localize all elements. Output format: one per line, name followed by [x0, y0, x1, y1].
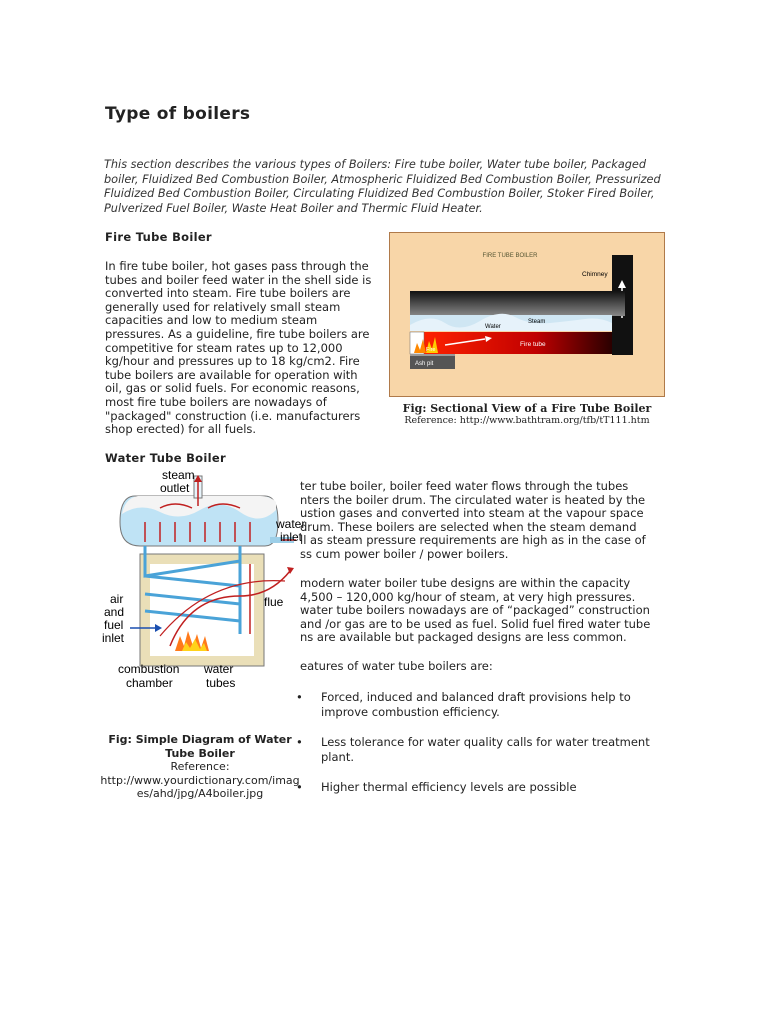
water-tube-features-intro: eatures of water tube boilers are:: [300, 659, 493, 673]
text-line: ns are available but packaged designs are less common.: [300, 631, 627, 645]
text-line: ss cum power boiler / power boilers.: [300, 547, 509, 561]
water-inlet-label-1: water: [276, 517, 306, 531]
water-tube-paragraph-1: [300, 480, 662, 562]
fire-tube-figure-reference: Reference: http://www.bathtram.org/tfb/tT111.htm: [404, 415, 650, 426]
caption-reference-url: http://www.yourdictionary.com/images/ahd/jpg/A4boiler.jpg: [100, 773, 300, 800]
fire-tube-heading: Fire Tube Boiler: [105, 230, 212, 244]
water-tube-heading: Water Tube Boiler: [105, 451, 226, 465]
water-label: Water: [485, 324, 501, 330]
text-line: nters the boiler drum. The circulated water is heated by the: [300, 493, 646, 507]
air-fuel-label-1: air: [110, 592, 124, 606]
air-fuel-label-4: inlet: [102, 631, 125, 645]
fire-label: Fire: [426, 347, 436, 353]
intro-paragraph: This section describes the various types of Boilers: Fire tube boiler, Water tube boiler, Packaged boiler, Fluidized Bed Combustion Boiler, Atmospheric Fluidized Bed Combustion Boiler, Pressurized Fluidized Bed Combustion Boiler, Circulating Fluidized Bed Combustion Boiler, Stoker Fired Boiler, Pulverized Fuel Boiler, Waste Heat Boiler and Thermic Fluid Heater.: [104, 158, 661, 215]
steam-outlet-label-2: outlet: [160, 481, 190, 495]
chimney-label: Chimney: [582, 271, 608, 278]
text-line: modern water boiler tube designs are within the capacity: [300, 577, 631, 590]
fire-tube-paragraph: In fire tube boiler, hot gases pass through the tubes and boiler feed water in the shell side is converted into steam. Fire tube boilers are generally used for relatively small steam capacities and low to medium steam pressures. As a guideline, fire tube boilers are competitive for steam rates up to 12,000 kg/hour and pressures up to 18 kg/cm2. Fire tube boilers are available for operation with oil, gas or solid fuels. For economic reasons, most fire tube boilers are nowadays of "packaged" construction (i.e. manufacturers shop erected) for all fuels.: [105, 259, 372, 437]
air-fuel-label-3: fuel: [104, 618, 124, 632]
fire-tube-figure-caption: Fig: Sectional View of a Fire Tube Boiler: [402, 402, 652, 415]
fire-tube-boiler-figure: [389, 232, 665, 397]
water-tube-figure-caption: [100, 733, 300, 801]
bullet-icon: •: [296, 690, 303, 704]
text-line: and /or gas are to be used as fuel. Solid fuel fired water tube: [300, 617, 651, 631]
fire-tube: [422, 332, 612, 354]
figure-title: FIRE TUBE BOILER: [482, 253, 538, 259]
combustion-chamber-label-2: chamber: [126, 676, 173, 690]
water-tube-paragraph-2: [300, 577, 662, 645]
water-tubes-label-2: tubes: [206, 676, 236, 690]
bullet-icon: •: [296, 780, 303, 794]
water-tube-boiler-figure: [100, 466, 312, 696]
combustion-chamber-label-1: combustion: [118, 662, 180, 676]
text-line: 4,500 – 120,000 kg/hour of steam, at very high pressures.: [300, 590, 636, 604]
text-line: ustion gases and converted into steam at the vapour space: [300, 507, 644, 521]
bullet-icon: •: [296, 735, 303, 749]
ash-pit-label: Ash pit: [415, 361, 434, 367]
steam-label: Steam: [528, 319, 546, 325]
air-fuel-label-2: and: [104, 605, 125, 619]
text-line: ll as steam pressure requirements are high as in the case of: [300, 534, 646, 548]
text-line: water tube boilers nowadays are of “packaged” construction: [300, 604, 650, 618]
caption-title: Fig: Simple Diagram of Water Tube Boiler: [108, 733, 292, 760]
fire-tube-label: Fire tube: [520, 341, 546, 348]
water-tubes-label-1: water: [204, 662, 234, 676]
caption-reference-label: Reference:: [170, 760, 230, 773]
steam-outlet-label-1: steam: [162, 468, 195, 482]
flue-label: flue: [264, 595, 284, 609]
text-line: ter tube boiler, boiler feed water flows through the tubes: [300, 480, 629, 493]
text-line: drum. These boilers are selected when the steam demand: [300, 520, 637, 534]
boiler-shell-top: [410, 291, 625, 316]
page-title: Type of boilers: [105, 104, 251, 124]
water-inlet-label-2: inlet: [280, 530, 303, 544]
